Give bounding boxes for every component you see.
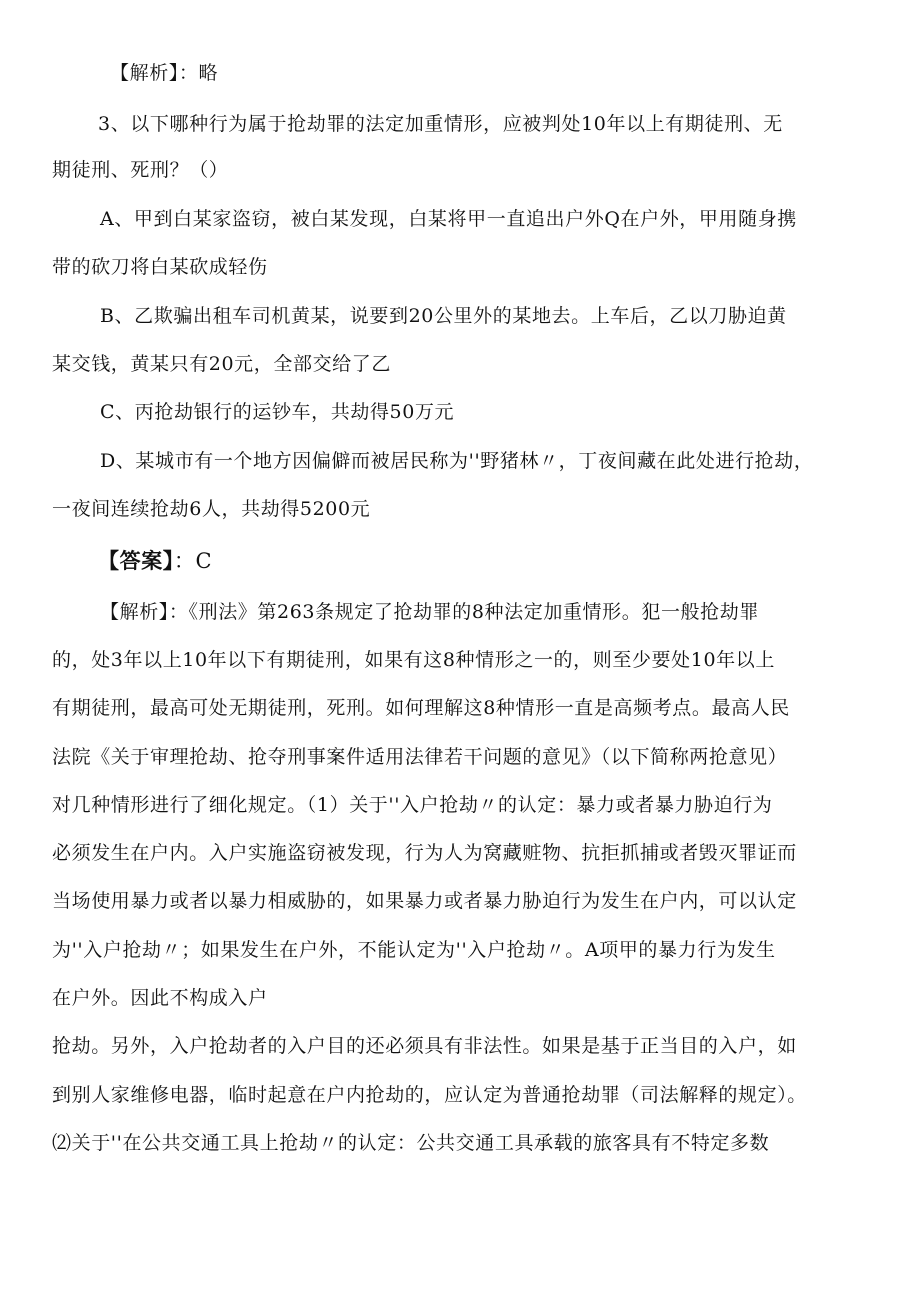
option-c-line-1: C、丙抢劫银行的运钞车，共劫得50万元 xyxy=(100,401,455,423)
previous-analysis: 【解析】：略 xyxy=(110,62,219,84)
analysis-line-6: 必须发生在户内。入户实施盗窃被发现，行为人为窝藏赃物、抗拒抓捕或者毁灭罪证而 xyxy=(52,842,797,864)
option-d-line-1: D、某城市有一个地方因偏僻而被居民称为''野猪林〃，丁夜间藏在此处进行抢劫， xyxy=(100,450,814,472)
analysis-line-8: 为''入户抢劫〃；如果发生在户外，不能认定为''入户抢劫〃。A项甲的暴力行为发生 xyxy=(52,939,776,961)
analysis-line-5: 对几种情形进行了细化规定。（1）关于''入户抢劫〃的认定：暴力或者暴力胁迫行为 xyxy=(52,794,773,816)
analysis-line-11: 到别人家维修电器，临时起意在户内抢劫的，应认定为普通抢劫罪（司法解释的规定）。 xyxy=(52,1084,807,1106)
analysis-line-3: 有期徒刑，最高可处无期徒刑，死刑。如何理解这8种情形一直是高频考点。最高人民 xyxy=(52,697,790,719)
option-a-line-2: 带的砍刀将白某砍成轻伤 xyxy=(52,256,268,278)
answer-block xyxy=(98,549,212,573)
option-a-line-1: A、甲到白某家盗窃，被白某发现，白某将甲一直追出户外Q在户外，甲用随身携 xyxy=(100,208,797,230)
option-b-line-2: 某交钱，黄某只有20元，全部交给了乙 xyxy=(52,353,391,375)
analysis-line-10: 抢劫。另外，入户抢劫者的入户目的还必须具有非法性。如果是基于正当目的入户，如 xyxy=(52,1035,797,1057)
question-line-2: 期徒刑、死刑？（） xyxy=(52,159,229,181)
question-line-1: 3、以下哪种行为属于抢劫罪的法定加重情形，应被判处10年以上有期徒刑、无 xyxy=(98,113,783,135)
analysis-line-9: 在户外。因此不构成入户 xyxy=(52,987,268,1009)
analysis-line-4: 法院《关于审理抢劫、抢夺刑事案件适用法律若干问题的意见》（以下简称两抢意见） xyxy=(52,746,788,768)
option-b-line-1: B、乙欺骗出租车司机黄某，说要到20公里外的某地去。上车后，乙以刀胁迫黄 xyxy=(100,305,787,327)
analysis-line-12: ⑵关于''在公共交通工具上抢劫〃的认定：公共交通工具承载的旅客具有不特定多数 xyxy=(52,1132,770,1154)
answer-label: 【答案】 xyxy=(98,548,174,573)
option-d-line-2: 一夜间连续抢劫6人，共劫得5200元 xyxy=(52,498,371,520)
analysis-line-2: 的，处3年以上10年以下有期徒刑，如果有这8种情形之一的，则至少要处10年以上 xyxy=(52,649,775,671)
analysis-line-1: 【解析】：《刑法》第263条规定了抢劫罪的8种法定加重情形。犯一般抢劫罪 xyxy=(100,601,759,623)
analysis-line-7: 当场使用暴力或者以暴力相威胁的，如果暴力或者暴力胁迫行为发生在户内，可以认定 xyxy=(52,890,797,912)
answer-value: ：C xyxy=(173,549,213,573)
